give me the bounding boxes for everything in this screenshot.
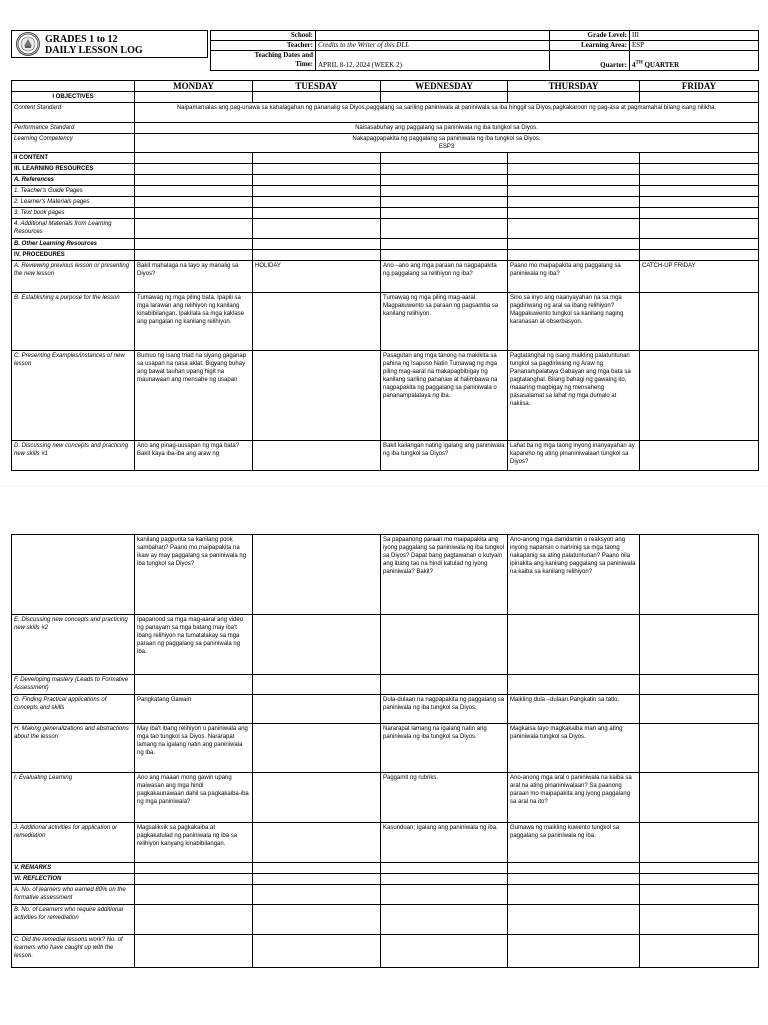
- proc-a-monday: Bakit mahalaga na tayo ay manalig sa Diyos?: [135, 261, 253, 293]
- school-label: School:: [211, 31, 316, 41]
- proc-j-wednesday: [381, 823, 508, 863]
- reflection-b-label: B. No. of Learners who require additional activities for remediation: [12, 905, 135, 935]
- day-header-tuesday: TUESDAY: [253, 81, 381, 92]
- proc-b-wednesday: Tumawag ng mga piling mag-aaral. Magpakuwento sa paraan ng pagsamba sa kanilang relihiyon.: [381, 293, 508, 351]
- proc-d-label: D. Discussing new concepts and practicing new skills #1: [12, 441, 135, 471]
- grade-level-value: III: [630, 31, 759, 41]
- proc-f-label: F. Developing mastery (Leads to Formative Assessment): [12, 675, 135, 695]
- learners-materials-label: 2. Learner's Materials pages: [12, 197, 135, 208]
- proc-j-wednesday-text: Kasunduan; Igalang ang paniniwala ng iba.: [383, 825, 498, 831]
- deped-seal-icon: [16, 32, 40, 56]
- content-standard-label: Content Standard: [12, 103, 135, 123]
- day-header-wednesday: WEDNESDAY: [381, 81, 508, 92]
- proc-i-label: I. Evaluating Learning: [12, 773, 135, 823]
- proc-j-monday: Magsaliksik sa pagkakaiba at pagkakatulad ng paniniwala ng iba sa relihiyon kanyang kinabibilangan.: [135, 823, 253, 863]
- objectives-heading: I OBJECTIVES: [12, 92, 135, 103]
- content-standard-value: Naipamamalas ang pag-unawa sa kahalagahan ng pananalig sa Diyos,paggalang sa sariling paniniwala at paniniwala sa iba hinggil sa Diyos,pagkakaroon ng pag-asa at pagmamahal bilang isang nilikha.: [135, 103, 759, 123]
- proc-c-monday: Bumuo ng isang triad na siyang gaganap sa usapan na nasa aklat. Bigyang buhay ang bawat tauhan upang higit na maunawaan ang mensahe ng usapan: [135, 351, 253, 441]
- additional-materials-label: 4. Additional Materials from Learning Resources: [12, 219, 135, 239]
- proc-c-wednesday: Pasagutan ang mga tanong na makikita sa pahina ng Isapuso Natin Tumawag ng mga piling mag-aaral na makapagbibigay ng kanilang sariling pananaw at halimbawa na nagpapakita ng paggalang sa paniniwala o pananampalataya ng iba.: [381, 351, 508, 441]
- quarter-value: [630, 51, 759, 71]
- proc-b-thursday: Sino sa inyo ang naanyayahan na sa mga pagdiriwang ng aral sa ibang relihiyon? Magpakuwento tungkol sa kanilang naging karanasan at obserbasyon.: [508, 293, 640, 351]
- references-label: A. References: [12, 175, 135, 186]
- school-value: [316, 31, 550, 41]
- proc-d-thursday: Lahat ba ng mga taong inyong inanyayahan ay kapareho ng ating pinaniniwalaan tungkol sa Diyos?: [508, 441, 640, 471]
- proc-i-wednesday: Paggamit ng rubriks.: [381, 773, 508, 823]
- performance-standard-label: Performance Standard: [12, 123, 135, 134]
- page-2: [0, 486, 768, 1025]
- dll-title: [45, 34, 143, 56]
- reflection-heading: VI. REFLECTION: [12, 874, 135, 885]
- day-header-thursday: THURSDAY: [508, 81, 640, 92]
- teaching-dates-label: [211, 51, 316, 71]
- proc-h-label: H. Making generalizations and abstractions about the lesson: [12, 724, 135, 773]
- teaching-dates-label-line2: Time:: [295, 60, 313, 68]
- textbook-label: 3. Text book pages: [12, 208, 135, 219]
- learning-area-value: ESP: [630, 41, 759, 51]
- proc-a-wednesday: Ano –ano ang mga paraan na nagpapakita ng paggalang sa relihiyon ng iba?: [381, 261, 508, 293]
- learning-competency-value: [135, 134, 759, 153]
- learning-competency-label: Learning Competency: [12, 134, 135, 153]
- quarter-word: QUARTER: [642, 61, 680, 69]
- proc-e-label: E. Discussing new concepts and practicing new skills #2: [12, 615, 135, 675]
- proc-c-thursday: Pagtatanghal ng isang maikling palatuntunan tungkol sa pagdiriwang ng Araw ng Pananampalataya Gabayan ang mga bata sa pagtatanghal. Bilang bahagi ng gawaing ito, maaaring magbigay ng mensaheng pasasalamat sa lahat ng mga dumalo at nakiisa.: [508, 351, 640, 441]
- proc-a-label: A. Reviewing previous lesson or presenting the new lesson: [12, 261, 135, 293]
- other-resources-label: B. Other Learning Resources: [12, 239, 135, 250]
- grade-level-label: Grade Level:: [550, 31, 630, 41]
- proc-i-monday: Ano ang maaari mong gawin upang maiwasan ang mga hindi pagkakaunawaan dahil sa pagkakaiba-iba ng mga paniniwala?: [135, 773, 253, 823]
- proc-j-thursday: Gumawa ng maikling kuwento tungkol sa paggalang sa paniniwala ng iba.: [508, 823, 640, 863]
- teaching-dates-value: APRIL 8-12, 2024 (WEEK 2): [316, 51, 550, 71]
- proc-d-wednesday: Bakit kailangan nating igalang ang paniniwala ng iba tungkol sa Diyos?: [381, 441, 508, 471]
- reflection-a-label: A. No. of learners who earned 80% on the formative assessment: [12, 885, 135, 905]
- proc-i-thursday: Ano-anong mga aral o paniniwala na kaiba sa aral na ating pinaniniwalaan? Sa paanong paraan mo maipapakita ang iyong paggalang sa aral na ito?: [508, 773, 640, 823]
- teaching-dates-label-line1: Teaching Dates and: [254, 51, 313, 59]
- proc-d-label-cont: [12, 535, 135, 615]
- proc-g-wednesday: Dula-dulaan na nagpapakita ng paggalang sa paniniwala ng iba tungkol sa Diyos.: [381, 695, 508, 724]
- proc-g-label: G. Finding Practical applications of concepts and skills: [12, 695, 135, 724]
- proc-b-monday: Tumawag ng mga piling bata. Ipapili sa mga larawan ang relihiyon ng kanilang kinabibilangan. Ipakilala sa mga kaklase ang pangalan ng kanilang relihiyon.: [135, 293, 253, 351]
- learning-area-label: Learning Area:: [550, 41, 630, 51]
- proc-g-thursday: Maikling dula –dulaan.Pangkatin sa tatlo.: [508, 695, 640, 724]
- proc-d-wednesday-cont: Sa papaanong paraan mo maipapakita ang iyong paggalang sa paniniwala ng iba tungkol sa Diyos? Dapat bang pagtawanan o kutyain ang ibang tao na hindi katulad ng iyong paniniwala? Bakit?: [381, 535, 508, 615]
- procedures-heading: IV. PROCEDURES: [12, 250, 135, 261]
- proc-h-monday: May iba't ibang relihiyon o paniniwala ang mga tao tungkol sa Diyos. Nararapat lamang na igalang natin ang paniniwala ng iba.: [135, 724, 253, 773]
- proc-e-monday: Ipapanood sa mga mag-aaral ang video ng panayam sa mga batang may iba't ibang relihiyon na tumatalakay sa mga paraan ng paggalang sa paniniwala ng iba.: [135, 615, 253, 675]
- teacher-label: Teacher:: [211, 41, 316, 51]
- proc-a-tuesday: HOLIDAY: [253, 261, 381, 293]
- quarter-label: Quarter:: [550, 51, 630, 71]
- proc-b-label: B. Establishing a purpose for the lesson: [12, 293, 135, 351]
- proc-a-thursday: Paano mo maipapakita ang paggalang sa paniniwala ng iba?: [508, 261, 640, 293]
- proc-d-thursday-cont: Ano-anong mga damdamin o reaksyon ang inyong napansin o naririnig sa mga taong nakapanig sa ating palatuntunan? Paano nila ipinakita ang kanilang paggalang sa paniniwala na kaiba sa kanilang relihiyon?: [508, 535, 640, 615]
- title-line-1: GRADES 1 to 12: [45, 34, 118, 45]
- reflection-c-label: C. Did the remedial lessons work? No. of learners who have caught up with the lesson.: [12, 935, 135, 968]
- proc-d-monday: Ano ang pinag-uusapan ng mga bata? Bakit kaya iba-iba ang araw ng: [135, 441, 253, 471]
- title-line-2: DAILY LESSON LOG: [45, 45, 143, 56]
- quarter-number: 4: [632, 61, 636, 69]
- learning-competency-code: ESP3: [438, 144, 455, 150]
- header-info-table: [210, 30, 759, 71]
- content-heading: II CONTENT: [12, 153, 135, 164]
- dll-title-box: [11, 30, 208, 58]
- page-1: [0, 0, 768, 486]
- lesson-log-table-page-2: [11, 534, 759, 968]
- remarks-heading: V. REMARKS: [12, 863, 135, 874]
- proc-g-monday: Pangkatang Gawain: [135, 695, 253, 724]
- proc-j-label: J. Additional activities for application or remediation: [12, 823, 135, 863]
- learning-resources-heading: III. LEARNING RESOURCES: [12, 164, 135, 175]
- learning-competency-text: Nakapagpapakita ng paggalang sa paniniwala ng iba tungkol sa Diyos.: [352, 136, 541, 142]
- proc-d-monday-cont: kanilang pagpunta sa kanilang pook sambahan? Paano mo maipapakita na ikaw ay may paggalang sa paniniwala ng iba tungkol sa Diyos?: [135, 535, 253, 615]
- lesson-log-table-page-1: [11, 80, 759, 471]
- proc-h-wednesday: Nararapat lamang na igalang natin ang paniniwala ng iba tungkol sa Diyos.: [381, 724, 508, 773]
- day-header-monday: MONDAY: [135, 81, 253, 92]
- performance-standard-value: Naisasabuhay ang paggalang sa paniniwala ng iba tungkol sa Diyos.: [135, 123, 759, 134]
- proc-a-friday: CATCH-UP FRIDAY: [640, 261, 759, 293]
- teachers-guide-label: 1. Teacher's Guide Pages: [12, 186, 135, 197]
- teacher-value: Credits to the Writer of this DLL: [316, 41, 550, 51]
- day-header-friday: FRIDAY: [640, 81, 759, 92]
- corner-cell: [12, 81, 135, 92]
- proc-c-label: C. Presenting Examples/instances of new lesson: [12, 351, 135, 441]
- proc-h-thursday: Magkaisa tayo magkakaiba man ang ating paniniwala tungkol sa Diyos.: [508, 724, 640, 773]
- quarter-suffix: TH: [635, 60, 643, 66]
